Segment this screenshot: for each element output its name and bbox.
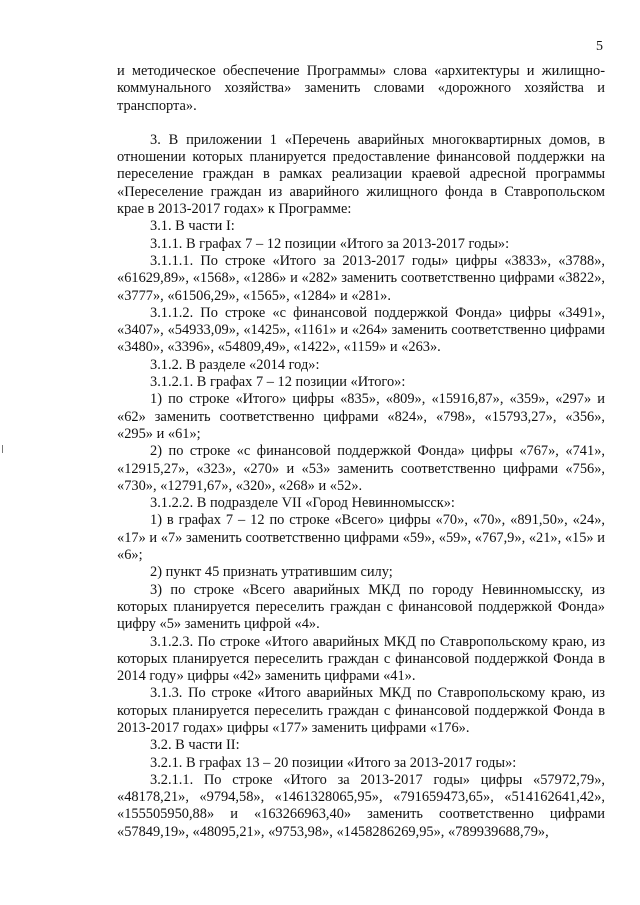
paragraph: 3.1.1.2. По строке «с финансовой поддержкой Фонда» цифры «3491», «3407», «54933,09», «1425», «1161» и «264» заменить соответственно цифрами «3480», «3396», «54809,49», «1422», «1159» и «263». [117,304,605,356]
paragraph: 1) в графах 7 – 12 по строке «Всего» цифры «70», «70», «891,50», «24», «17» и «7» заменить соответственно цифрами «59», «59», «767,9», «21», «15» и «6»; [117,512,605,564]
paragraph: 3.1. В части I: [150,218,235,235]
document-body [117,63,605,841]
paragraph: 3.1.2.1. В графах 7 – 12 позиции «Итого»: [150,374,406,391]
paragraph: 3. В приложении 1 «Перечень аварийных многоквартирных домов, в отношении которых планируется предоставление финансовой поддержки на переселение граждан в рамках реализации краевой адресной программы «Переселение граждан из аварийного жилищного фонда в Ставропольском крае в 2013-2017 годах» к Программе: [117,131,605,218]
paragraph: 2) пункт 45 признать утратившим силу; [150,564,393,581]
paragraph: 3.2.1.1. По строке «Итого за 2013-2017 годы» цифры «57972,79», «48178,21», «9794,58», «1461328065,95», «791659473,65», «514162641,42», «155505950,88» и «163266963,40» заменить соответственно цифрами «57849,19», «48095,21», «9753,98», «1458286269,95», «789939688,79», [117,771,605,840]
paragraph: 3.1.1.1. По строке «Итого за 2013-2017 годы» цифры «3833», «3788», «61629,89», «1568», «1286» и «282» заменить соответственно цифрами «3822», «3777», «61506,29», «1565», «1284» и «281». [117,252,605,304]
margin-mark [2,445,3,453]
paragraph: 3.1.1. В графах 7 – 12 позиции «Итого за 2013-2017 годы»: [150,235,510,252]
paragraph: 2) по строке «с финансовой поддержкой Фонда» цифры «767», «741», «12915,27», «323», «270» и «53» заменить соответственно цифрами «756», «730», «12791,67», «320», «268» и «52». [117,443,605,494]
paragraph: 3.1.2. В разделе «2014 год»: [150,356,320,373]
paragraph: 3.1.2.3. По строке «Итого аварийных МКД по Ставропольскому краю, из которых планируется переселить граждан с финансовой поддержкой Фонда в 2014 году» цифры «42» заменить цифрами «41». [117,633,605,685]
paragraph: 3) по строке «Всего аварийных МКД по городу Невинномысску, из которых планируется переселить граждан с финансовой поддержкой Фонда» цифру «5» заменить цифрой «4». [117,581,605,633]
paragraph: 3.2.1. В графах 13 – 20 позиции «Итого за 2013-2017 годы»: [150,754,517,771]
paragraph: 3.1.2.2. В подразделе VII «Город Невинномысск»: [150,495,455,512]
paragraph: 3.2. В части II: [150,737,240,754]
page-number: 5 [596,39,603,54]
paragraph: 1) по строке «Итого» цифры «835», «809», «15916,87», «359», «297» и «62» заменить соответственно цифрами «824», «798», «15793,27», «356», «295» и «61»; [117,391,605,442]
paragraph: 3.1.3. По строке «Итого аварийных МКД по Ставропольскому краю, из которых планируется переселить граждан с финансовой поддержкой Фонда в 2013-2017 годах» цифры «177» заменить цифрами «176». [117,685,605,736]
paragraph: и методическое обеспечение Программы» слова «архитектуры и жилищно-коммунального хозяйства» заменить словами «дорожного хозяйства и транспорта». [117,63,605,114]
